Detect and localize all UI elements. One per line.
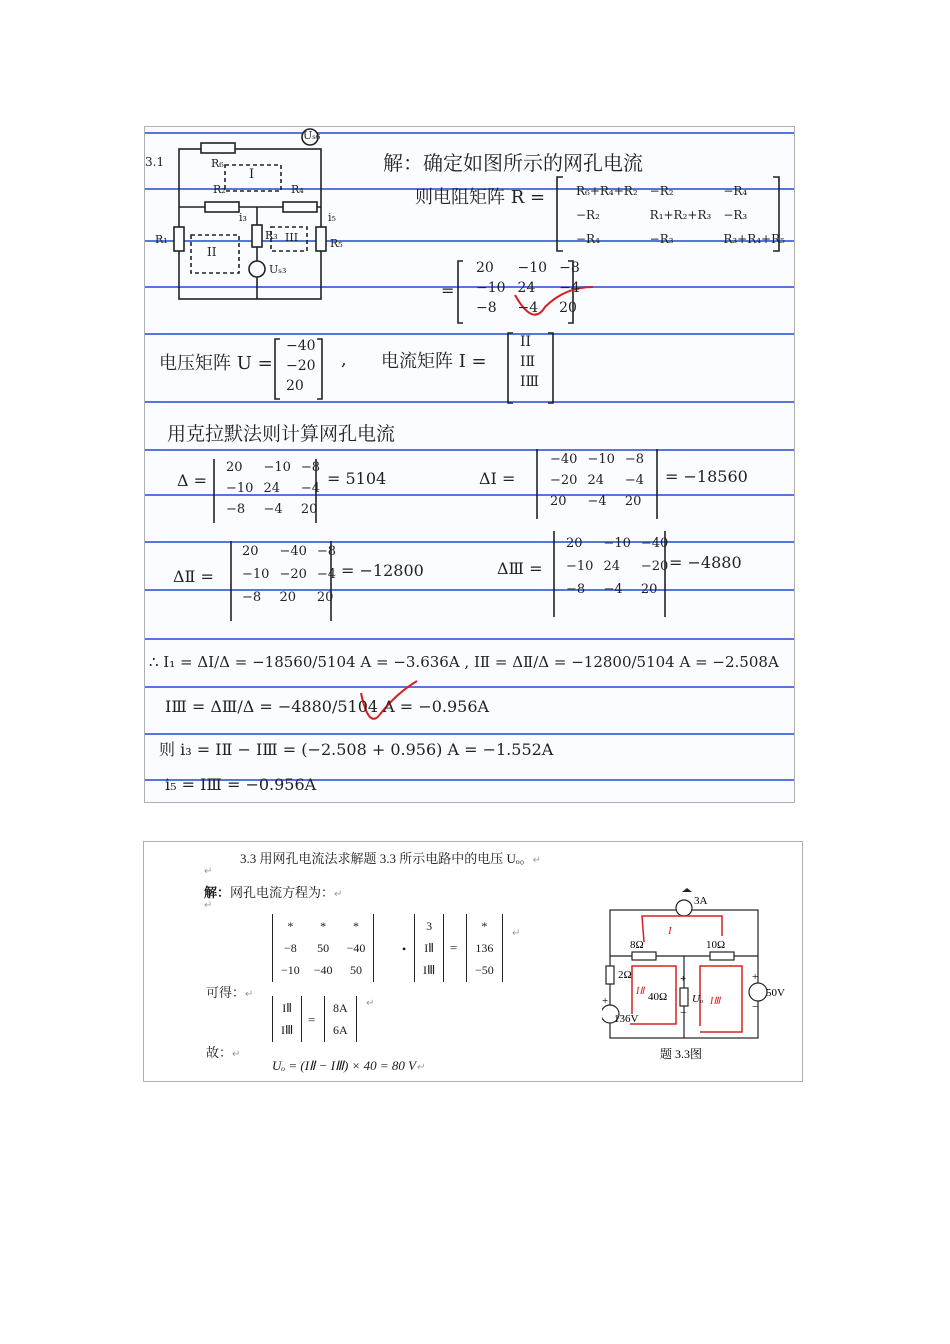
figure-caption: 题 3.3图 [660,1047,703,1061]
delta-value: = 5104 [327,469,387,488]
delta3-matrix: 20 −10 −40 −10 24 −20 −8 −4 20 [566,536,669,597]
delta2-value: = −12800 [341,561,424,580]
final-equation: Uₒ = (IⅡ − IⅢ) × 40 = 80 V↵ [272,1058,425,1073]
label-40ohm: 40Ω [648,991,668,1003]
result-line-4: i₅ = IⅢ = −0.956A [165,775,317,794]
obtain-label: 可得：↵ [206,985,254,1000]
result-line-1: ∴ I₁ = ΔⅠ/Δ = −18560/5104 A = −3.636A , IⅡ = ΔⅡ/Δ = −12800/5104 A = −2.508A [149,653,779,671]
symbolic-resistance-matrix: R₆+R₄+R₂ −R₂ −R₄ −R₂ R₁+R₂+R₃ −R₃ −R₄ −R₃ R₃+R₄+R₅ [576,184,785,246]
obtain-values: 8A 6A [324,996,357,1042]
current-label: 电流矩阵 I = [381,351,487,372]
label-mesh-1: I [249,167,255,182]
label-us3: Uₛ₃ [269,263,287,276]
delta1-matrix: −40 −10 −8 −20 24 −4 20 −4 20 [550,452,645,509]
problem-statement: 3.3 用网孔电流法求解题 3.3 所示电路中的电压 Uₒ。↵ [240,851,542,866]
label-3a: 3A [694,895,708,907]
rhs-vector: * 136 −50 [466,914,503,982]
label-i5: i₅ [328,211,336,224]
handwritten-notes-panel: Uₛ₆ 3.1 R₆ I R₂ R₄ i₃ i₅ R₁ II R₃ III R₅ Uₛ₃ 解：确定如图所示的网孔电流 则电阻矩阵 R = R₆+R₄+R₂ −R₂ −R₄ −R₂ R₁+R₂+R₃ −R₃ −R₄ −R₃ R₃+R₄+R₅ = 20 −10 −8 −10 24 −4 −8 −4 20 电压矩阵 U = −40 −20 20 , 电流矩阵 I = IⅠ IⅡ IⅢ 用克拉默法则计算网孔电流 Δ = 20 −10 −8 −10 24 −4 −8 −4 20 = 5104 ΔⅠ = −40 −10 −8 −20 24 −4 20 −4 20 = −18560 ΔⅡ = 20 −40 −8 −10 −20 −4 −8 20 20 = −12800 ΔⅢ = 20 −10 −40 −10 24 −20 −8 −4 20 = −4880 ∴ I₁ = ΔⅠ/Δ = −18560/5104 A = −3.636A , IⅡ = ΔⅡ/Δ = −12800/5104 A = −2.508A IⅢ = ΔⅢ/Δ = −4880/5104 A = −0.956A 则 i₃ = IⅡ − IⅢ = (−2.508 + 0.956) A = −1.552A i₅ = IⅢ = −0.956A [144,126,795,803]
label-us6: Uₛ₆ [303,129,321,142]
delta-label: Δ = [177,471,208,490]
delta2-matrix: 20 −40 −8 −10 −20 −4 −8 20 20 [242,544,337,605]
label-i3: i₃ [239,211,247,224]
label-10ohm: 10Ω [706,939,726,951]
label-plus-50v: + [752,971,759,983]
result-line-2: IⅢ = ΔⅢ/Δ = −4880/5104 A = −0.956A [165,697,490,716]
printed-solution-panel: 3.3 用网孔电流法求解题 3.3 所示电路中的电压 Uₒ。↵ ↵ 解：网孔电流方程为：↵ ↵ * * * −8 50 −40 −10 −40 50 • 3 IⅡ IⅢ = * 136 −50 ↵ 可得：↵ IⅡ IⅢ = 8A 6A ↵ 故：↵ Uₒ = (IⅡ − IⅢ) × 40 = 80 V↵ 3A 8Ω 10Ω I 2Ω IⅡ 40Ω + Uₒ − IⅢ + 50V − + 136V 题 3.3图 [143,841,803,1082]
label-mesh-iii: IⅢ [710,996,721,1007]
label-r5: R₅ [330,237,343,250]
circuit-sketch-3-1 [174,129,326,299]
label-plus-uo: + [680,973,687,985]
unknown-vector: 3 IⅡ IⅢ [414,914,444,982]
label-uo: Uₒ [692,993,704,1005]
label-minus-uo: − [680,1007,687,1019]
solve-intro: 解：确定如图所示的网孔电流 [383,151,643,175]
resistance-label: 则电阻矩阵 R = [415,187,546,208]
voltage-vector: −40 −20 20 [286,338,316,394]
result-line-3: 则 i₃ = IⅡ − IⅢ = (−2.508 + 0.956) A = −1.552A [159,740,554,759]
label-r3: R₃ [265,229,278,242]
label-r4: R₄ [291,183,304,196]
cramer-rule-text: 用克拉默法则计算网孔电流 [167,423,396,445]
delta3-label: ΔⅢ = [497,559,543,578]
delta2-label: ΔⅡ = [173,567,214,586]
circuit-diagram-3-3 [602,886,798,1066]
label-mesh-ii: IⅡ [636,986,645,997]
label-50v: 50V [766,987,785,999]
delta1-value: = −18560 [665,467,748,486]
label-mesh-i: I [668,925,672,937]
delta-matrix: 20 −10 −8 −10 24 −4 −8 −4 20 [226,460,321,517]
coefficient-matrix: * * * −8 50 −40 −10 −40 50 [272,914,374,982]
obtain-unknowns: IⅡ IⅢ [272,996,302,1042]
label-r1: R₁ [155,233,168,246]
label-136v: 136V [614,1013,639,1025]
current-vector: IⅠ IⅡ IⅢ [520,334,540,390]
label-2ohm: 2Ω [618,969,632,981]
label-r2: R₂ [213,183,226,196]
solve-line: 解：网孔电流方程为：↵ [204,885,343,900]
delta3-value: = −4880 [669,553,742,572]
label-mesh-2: II [207,245,217,259]
voltage-label: 电压矩阵 U = [159,353,273,374]
numeric-resistance-matrix: 20 −10 −8 −10 24 −4 −8 −4 20 [476,260,580,316]
problem-number: 3.1 [145,155,165,169]
label-minus-50v: − [752,1001,759,1013]
label-plus-136v: + [602,995,609,1007]
label-8ohm: 8Ω [630,939,644,951]
delta1-label: ΔⅠ = [479,469,516,488]
therefore-label: 故：↵ [206,1045,241,1060]
equals-sign: = [441,281,455,300]
label-r6: R₆ [211,157,224,170]
label-mesh-3: III [285,231,299,244]
